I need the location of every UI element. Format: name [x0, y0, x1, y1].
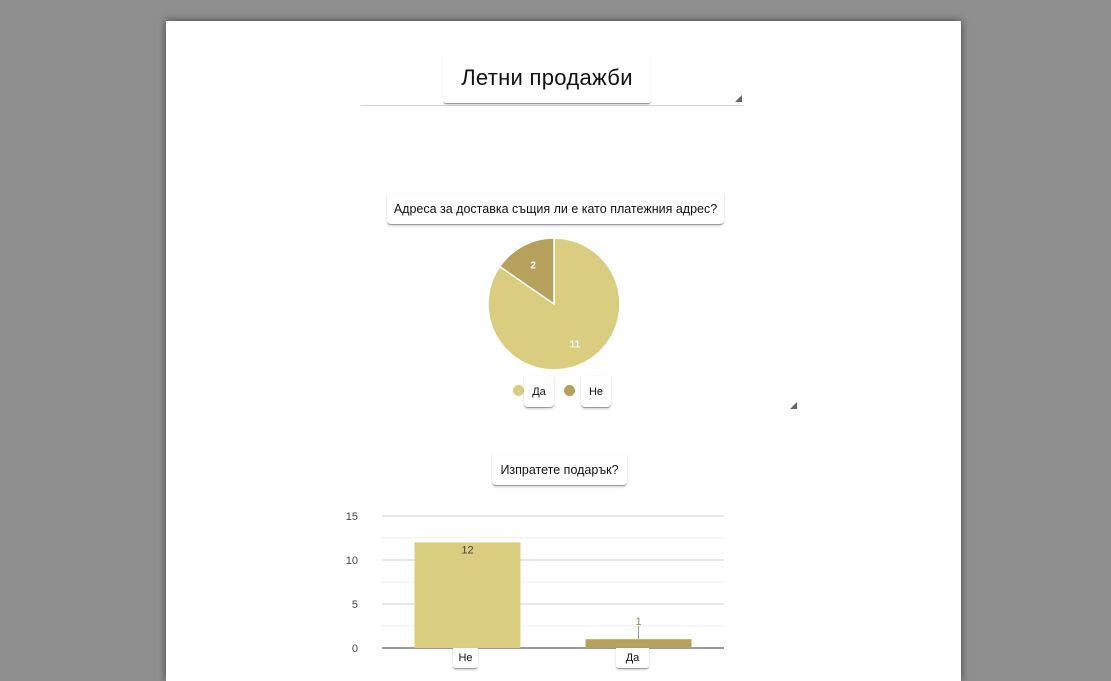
form-summary-page	[166, 21, 961, 681]
pie-question-title[interactable]: Адреса за доставка същия ли е като платежния адрес?	[387, 193, 724, 225]
resize-handle-icon[interactable]	[790, 402, 797, 409]
form-title[interactable]: Летни продажби	[443, 53, 651, 104]
resize-handle-icon[interactable]	[735, 95, 742, 102]
bar-chart	[346, 506, 736, 666]
bar-category-label-yes[interactable]: Да	[616, 648, 649, 669]
pie-chart	[484, 234, 624, 374]
pie-label-yes: 11	[569, 339, 581, 351]
y-tick-label: 15	[345, 511, 358, 523]
legend-swatch-no	[564, 385, 575, 396]
pie-label-no: 2	[530, 260, 536, 272]
bar-data-label: 12	[461, 544, 474, 557]
bar-data-label: 1	[635, 616, 642, 629]
bar-no	[415, 542, 521, 648]
y-tick-label: 0	[351, 643, 358, 655]
bar-category-label-no[interactable]: Не	[453, 648, 478, 669]
legend-swatch-yes	[513, 385, 524, 396]
form-title-area	[361, 35, 743, 106]
y-tick-label: 10	[345, 555, 358, 567]
bar-yes	[586, 639, 692, 648]
y-tick-label: 5	[351, 599, 358, 611]
legend-item-no[interactable]: Не	[581, 376, 611, 408]
legend-item-yes[interactable]: Да	[524, 376, 554, 408]
bar-question-title[interactable]: Изпратете подарък?	[492, 454, 627, 486]
